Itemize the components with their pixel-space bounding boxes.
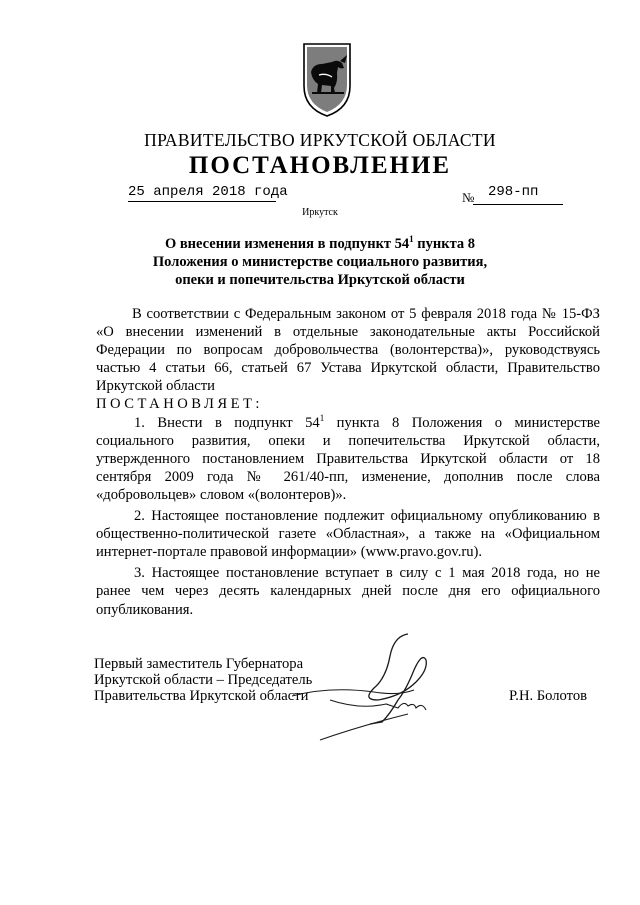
title-text: О внесении изменения в подпункт 54 — [164, 236, 410, 252]
title-line-2: Положения о министерстве социального развития, — [152, 254, 488, 270]
title-line-1 — [100, 235, 540, 253]
document-body — [96, 305, 600, 619]
item-2-paragraph: 2. Настоящее постановление подлежит официальному опубликованию в общественно-политической газете «Областная», а также на «Официальном интернет-портале правовой информации» (www.pravo.gov.ru). — [96, 508, 600, 561]
title-text: пункта 8 — [413, 236, 476, 252]
position-line-3: Правительства Иркутской области — [94, 688, 309, 704]
position-line-1: Первый заместитель Губернатора — [94, 656, 304, 672]
government-name: ПРАВИТЕЛЬСТВО ИРКУТСКОЙ ОБЛАСТИ — [144, 130, 496, 150]
document-title — [100, 235, 540, 289]
title-superscript: 1 — [409, 234, 414, 245]
item-1-text: 1. Внести в подпункт 54 — [134, 414, 320, 431]
handwritten-signature — [290, 630, 440, 745]
document-number: 298-пп — [488, 184, 539, 200]
item-1-paragraph — [96, 414, 600, 504]
signatory-position — [94, 656, 312, 704]
item-1-superscript: 1 — [319, 412, 325, 423]
number-sign: № — [462, 190, 475, 205]
signatory-name: Р.Н. Болотов — [509, 688, 588, 704]
document-date: 25 апреля 2018 года — [128, 184, 288, 200]
item-1-text: пункта 8 Положения о министерстве социального развития, опеки и попечительства Иркутской области, утвержденного постановлением Правительства Иркутской области от 18 сентября 2009 года № 261/40-пп, изменение, дополнив после слова «добровольцев» словом «(волонтеров)». — [96, 414, 600, 503]
date-underline — [128, 201, 276, 202]
title-line-3: опеки и попечительства Иркутской области — [175, 272, 465, 288]
number-underline — [473, 204, 563, 205]
item-3-paragraph: 3. Настоящее постановление вступает в силу с 1 мая 2018 года, но не ранее чем через десять календарных дней после дня его официального опубликования. — [96, 565, 600, 618]
city: Иркутск — [302, 207, 338, 218]
document-type: ПОСТАНОВЛЕНИЕ — [188, 152, 452, 179]
resolves-heading: ПОСТАНОВЛЯЕТ: — [96, 396, 263, 413]
preamble-paragraph: В соответствии с Федеральным законом от 5 февраля 2018 года № 15-ФЗ «О внесении изменений в отдельные законодательные акты Российской Федерации по вопросам добровольчества (волонтерства)», руководствуясь частью 4 статьи 66, статьей 67 Устава Иркутской области, Правительство Иркутской области — [96, 306, 600, 395]
coat-of-arms-icon — [302, 42, 352, 118]
position-line-2: Иркутской области – Председатель — [94, 672, 313, 688]
